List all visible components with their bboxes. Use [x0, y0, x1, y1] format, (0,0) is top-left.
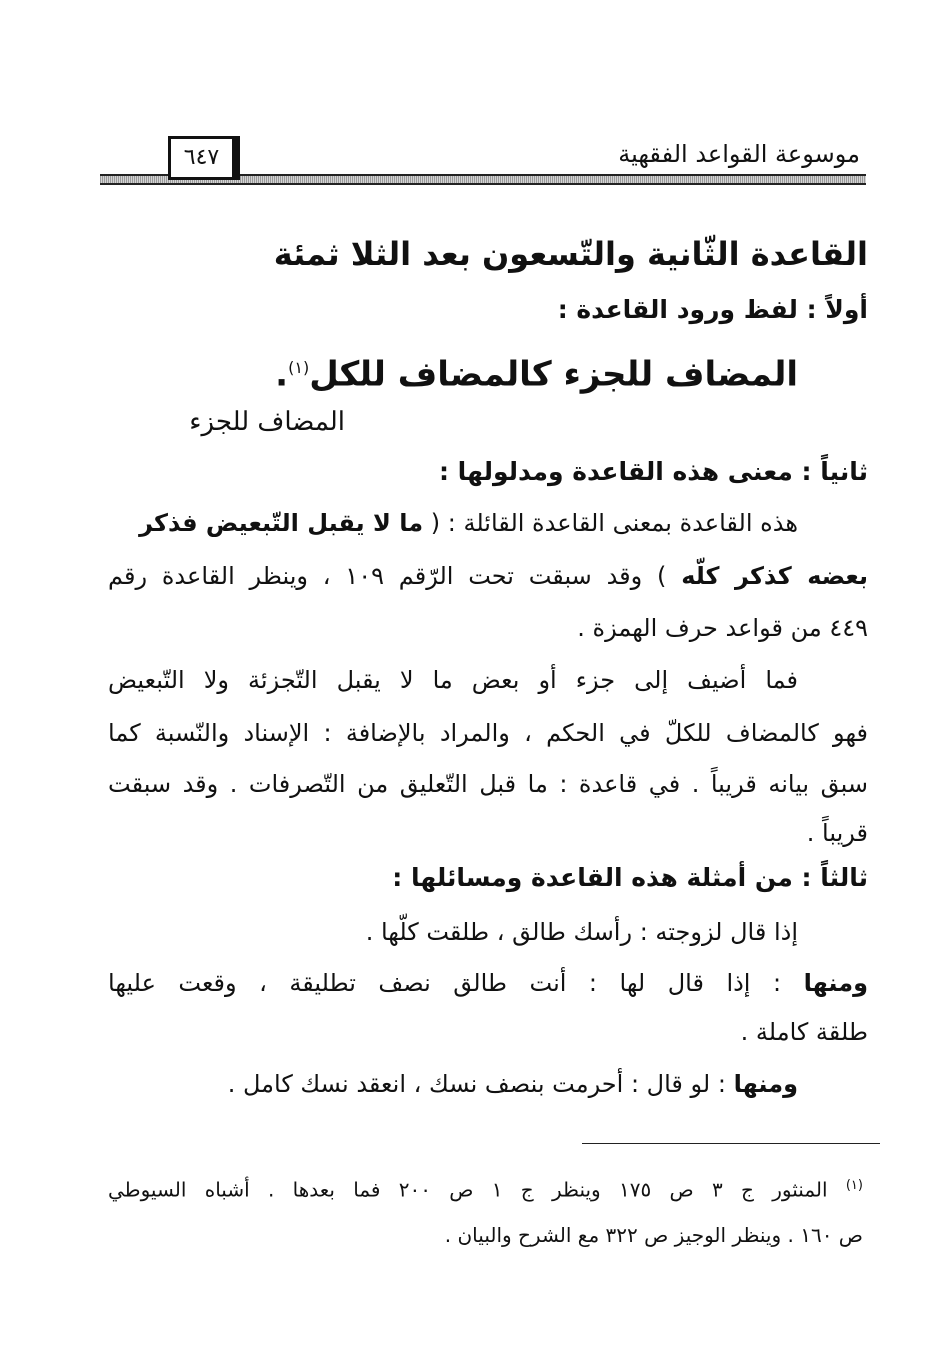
footnote-line-1-text: المنثور ج ٣ ص ١٧٥ وينظر ج ١ ص ٢٠٠ فما بعدها . أشباه السيوطي: [108, 1177, 846, 1202]
footnote-line-1: [108, 1166, 863, 1206]
footnote-marker: (١): [845, 1178, 863, 1193]
rule-text-body: المضاف للجزء كالمضاف للكل: [309, 354, 798, 395]
section-heading-wording: أولاً : لفظ ورود القاعدة :: [557, 295, 868, 324]
rule-text: [275, 343, 798, 393]
page-number: ٦٤٧: [168, 136, 240, 180]
example-3-text: : لو قال : أحرمت بنصف نسك ، انعقد نسك كامل .: [227, 1070, 734, 1098]
meaning-para2-line-1: فما أضيف إلى جزء أو بعض ما لا يقبل التّجزئة ولا التّبعيض: [108, 666, 798, 694]
meaning-line-3: ٤٤٩ من قواعد حرف الهمزة .: [577, 614, 868, 642]
meaning-line-1: [108, 503, 798, 543]
meaning-line-1-bold: ما لا يقبل التّبعيض فذكر: [139, 509, 424, 537]
example-2: [108, 963, 868, 1003]
meaning-para2-line-2: فهو كالمضاف للكلّ في الحكم ، والمراد بالإضافة : الإسناد والنّسبة كما: [108, 719, 868, 747]
example-2-text: : إذا قال لها : أنت طالق نصف تطليقة ، وقعت عليها: [108, 969, 804, 997]
meaning-line-1-normal: هذه القاعدة بمعنى القاعدة القائلة : (: [423, 509, 798, 537]
meaning-para2-line-4: قريباً .: [806, 819, 868, 847]
example-3: [228, 1064, 798, 1104]
example-3-label: ومنها: [733, 1070, 798, 1098]
meaning-para2-line-3: سبق بيانه قريباً . في قاعدة : ما قبل التّعليق من التّصرفات . وقد سبقت: [108, 770, 868, 798]
rule-text-end: .: [275, 354, 289, 395]
running-title: موسوعة القواعد الفقهية: [618, 140, 860, 168]
example-2-label: ومنها: [803, 969, 868, 997]
example-2-continuation: طلقة كاملة .: [740, 1018, 868, 1046]
section-heading-meaning: ثانياً : معنى هذه القاعدة ومدلولها :: [438, 457, 868, 486]
rule-title: القاعدة الثّانية والتّسعون بعد الثلا ثمئة: [273, 235, 868, 273]
section-heading-examples: ثالثاً : من أمثلة هذه القاعدة ومسائلها :: [392, 863, 868, 892]
footnote-reference: (١): [288, 358, 310, 377]
footnote-separator: [582, 1143, 880, 1144]
meaning-line-2: [108, 556, 868, 596]
example-1: إذا قال لزوجته : رأسك طالق ، طلقت كلّها .: [365, 918, 798, 946]
rule-subtitle: المضاف للجزء: [189, 407, 345, 437]
meaning-line-2-normal: ) وقد سبقت تحت الرّقم ١٠٩ ، وينظر القاعدة رقم: [108, 562, 682, 590]
meaning-line-2-bold: بعضه كذكر كلّه: [681, 562, 868, 590]
footnote-line-2: ص ١٦٠ . وينظر الوجيز ص ٣٢٢ مع الشرح والبيان .: [444, 1223, 863, 1247]
